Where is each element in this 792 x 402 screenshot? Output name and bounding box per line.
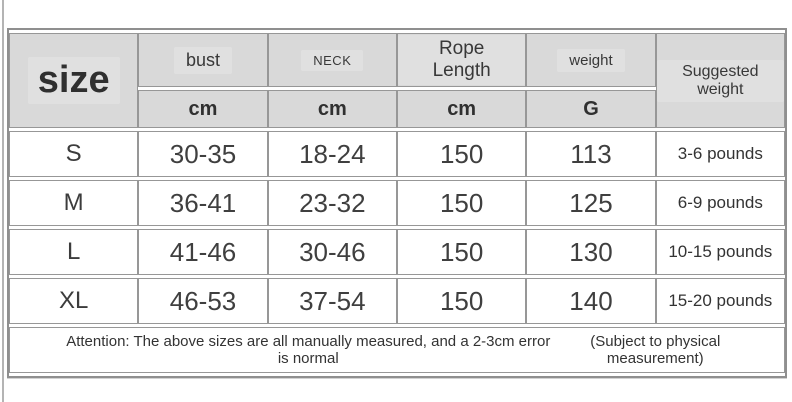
size-value: M bbox=[9, 180, 138, 226]
rope-length-value: 150 bbox=[397, 131, 526, 177]
suggested-weight-value: 6-9 pounds bbox=[656, 180, 785, 226]
size-header-label: size bbox=[28, 57, 120, 104]
table-row-xl bbox=[9, 278, 785, 324]
bust-value: 46-53 bbox=[138, 278, 267, 324]
neck-value: 18-24 bbox=[268, 131, 397, 177]
bust-value: 36-41 bbox=[138, 180, 267, 226]
col-header-suggested-weight bbox=[656, 33, 785, 128]
weight-value: 125 bbox=[526, 180, 655, 226]
rope-length-value: 150 bbox=[397, 229, 526, 275]
suggested-weight-value: 15-20 pounds bbox=[656, 278, 785, 324]
neck-value: 37-54 bbox=[268, 278, 397, 324]
col-header-neck bbox=[268, 33, 397, 87]
size-value: L bbox=[9, 229, 138, 275]
subject-note: (Subject to physical measurement) bbox=[590, 333, 721, 367]
size-value: S bbox=[9, 131, 138, 177]
header-row-names bbox=[9, 33, 785, 87]
rope-length-unit-cell: cm bbox=[397, 90, 526, 128]
weight-unit-cell: G bbox=[526, 90, 655, 128]
footer-note-cell bbox=[9, 327, 785, 373]
table-row-l bbox=[9, 229, 785, 275]
rope-length-value: 150 bbox=[397, 180, 526, 226]
size-value: XL bbox=[9, 278, 138, 324]
footer-note-content bbox=[10, 333, 784, 367]
table-row-s bbox=[9, 131, 785, 177]
weight-value: 140 bbox=[526, 278, 655, 324]
suggested-weight-header-label: Suggested weight bbox=[657, 60, 784, 102]
neck-value: 23-32 bbox=[268, 180, 397, 226]
rope-length-value: 150 bbox=[397, 278, 526, 324]
neck-value: 30-46 bbox=[268, 229, 397, 275]
bust-header-label: bust bbox=[174, 47, 232, 74]
attention-note: Attention: The above sizes are all manually measured, and a 2-3cm error is normal bbox=[66, 333, 551, 367]
bust-unit-cell: cm bbox=[138, 90, 267, 128]
neck-header-label: NECK bbox=[301, 50, 363, 71]
suggested-weight-value: 3-6 pounds bbox=[656, 131, 785, 177]
bust-value: 30-35 bbox=[138, 131, 267, 177]
weight-value: 130 bbox=[526, 229, 655, 275]
footer-row bbox=[9, 327, 785, 373]
weight-header-label: weight bbox=[557, 49, 624, 72]
weight-value: 113 bbox=[526, 131, 655, 177]
left-edge-line bbox=[2, 0, 4, 402]
bust-value: 41-46 bbox=[138, 229, 267, 275]
col-header-rope-length bbox=[397, 33, 526, 87]
col-header-weight bbox=[526, 33, 655, 87]
size-chart-table bbox=[7, 28, 787, 378]
suggested-weight-value: 10-15 pounds bbox=[656, 229, 785, 275]
table-row-m bbox=[9, 180, 785, 226]
rope-length-header-label: Rope Length bbox=[398, 35, 525, 85]
size-header-cell bbox=[9, 33, 138, 128]
col-header-bust bbox=[138, 33, 267, 87]
neck-unit-cell: cm bbox=[268, 90, 397, 128]
